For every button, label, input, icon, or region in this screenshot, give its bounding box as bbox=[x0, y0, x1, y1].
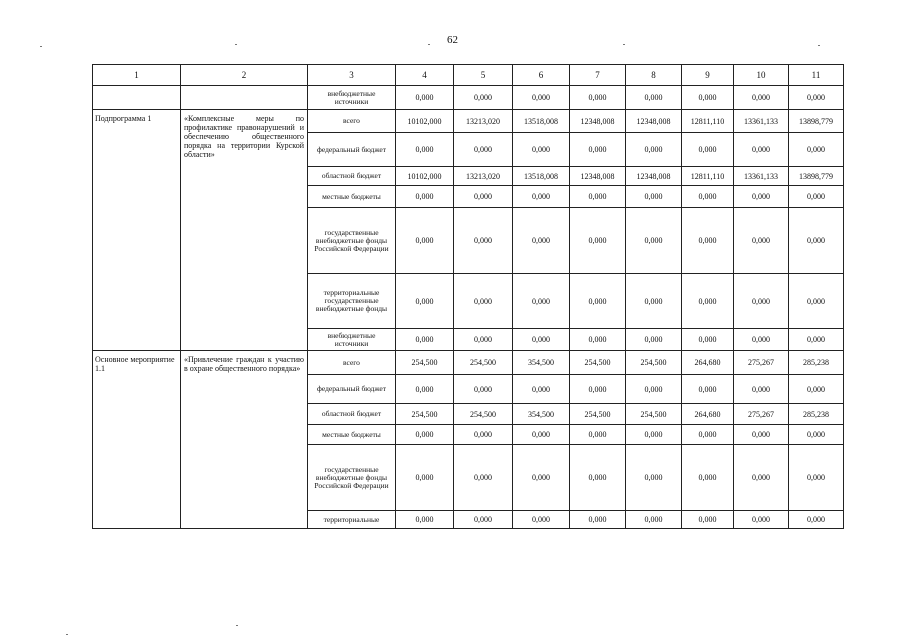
value-cell: 12811,110 bbox=[682, 110, 734, 133]
funding-source-cell: федеральный бюджет bbox=[308, 375, 396, 404]
value-cell: 0,000 bbox=[734, 186, 789, 208]
funding-source-cell: федеральный бюджет bbox=[308, 133, 396, 167]
value-cell: 0,000 bbox=[682, 133, 734, 167]
value-cell: 0,000 bbox=[626, 445, 682, 511]
value-cell: 0,000 bbox=[396, 86, 454, 110]
value-cell: 285,238 bbox=[789, 351, 844, 375]
value-cell: 0,000 bbox=[513, 274, 570, 329]
value-cell: 0,000 bbox=[513, 133, 570, 167]
value-cell: 0,000 bbox=[734, 445, 789, 511]
value-cell: 13213,020 bbox=[454, 167, 513, 186]
value-cell: 0,000 bbox=[513, 445, 570, 511]
value-cell: 0,000 bbox=[454, 208, 513, 274]
value-cell: 0,000 bbox=[570, 445, 626, 511]
value-cell: 0,000 bbox=[734, 208, 789, 274]
value-cell: 12348,008 bbox=[570, 167, 626, 186]
value-cell: 254,500 bbox=[454, 351, 513, 375]
value-cell: 0,000 bbox=[454, 445, 513, 511]
value-cell: 12348,008 bbox=[626, 110, 682, 133]
value-cell: 0,000 bbox=[513, 511, 570, 529]
budget-table bbox=[92, 64, 844, 529]
value-cell: 0,000 bbox=[570, 274, 626, 329]
value-cell: 254,500 bbox=[570, 351, 626, 375]
value-cell: 0,000 bbox=[396, 133, 454, 167]
value-cell: 0,000 bbox=[789, 445, 844, 511]
value-cell: 0,000 bbox=[789, 133, 844, 167]
value-cell: 0,000 bbox=[789, 511, 844, 529]
page-number: 62 bbox=[447, 34, 458, 46]
value-cell: 254,500 bbox=[626, 351, 682, 375]
value-cell: 0,000 bbox=[454, 511, 513, 529]
funding-source-cell: территориальные bbox=[308, 511, 396, 529]
value-cell: 0,000 bbox=[570, 208, 626, 274]
column-number-cell: 5 bbox=[454, 65, 513, 86]
value-cell: 264,680 bbox=[682, 404, 734, 425]
value-cell: 10102,000 bbox=[396, 167, 454, 186]
value-cell: 13361,133 bbox=[734, 167, 789, 186]
value-cell: 0,000 bbox=[570, 86, 626, 110]
value-cell: 0,000 bbox=[626, 274, 682, 329]
value-cell: 0,000 bbox=[682, 208, 734, 274]
funding-source-cell: государственные внебюджетные фонды Российской Федерации bbox=[308, 445, 396, 511]
value-cell: 285,238 bbox=[789, 404, 844, 425]
column-number-cell: 9 bbox=[682, 65, 734, 86]
value-cell: 0,000 bbox=[682, 274, 734, 329]
funding-source-cell: всего bbox=[308, 351, 396, 375]
scan-speck bbox=[236, 625, 238, 626]
value-cell: 13898,779 bbox=[789, 167, 844, 186]
value-cell: 0,000 bbox=[454, 186, 513, 208]
scan-speck bbox=[66, 634, 68, 635]
value-cell: 0,000 bbox=[734, 274, 789, 329]
value-cell: 0,000 bbox=[682, 375, 734, 404]
column-number-cell: 4 bbox=[396, 65, 454, 86]
value-cell: 0,000 bbox=[734, 375, 789, 404]
scan-speck bbox=[818, 45, 820, 46]
value-cell: 0,000 bbox=[626, 133, 682, 167]
value-cell: 12811,110 bbox=[682, 167, 734, 186]
program-name-cell: Основное мероприятие 1.1 bbox=[93, 351, 181, 529]
value-cell: 354,500 bbox=[513, 404, 570, 425]
value-cell: 13518,008 bbox=[513, 110, 570, 133]
scan-speck bbox=[235, 44, 237, 45]
value-cell: 13361,133 bbox=[734, 110, 789, 133]
value-cell: 0,000 bbox=[396, 186, 454, 208]
value-cell: 0,000 bbox=[570, 329, 626, 351]
value-cell: 0,000 bbox=[454, 329, 513, 351]
value-cell: 13518,008 bbox=[513, 167, 570, 186]
table-row bbox=[93, 110, 844, 133]
funding-source-cell: государственные внебюджетные фонды Российской Федерации bbox=[308, 208, 396, 274]
column-number-cell: 1 bbox=[93, 65, 181, 86]
value-cell: 254,500 bbox=[626, 404, 682, 425]
value-cell: 12348,008 bbox=[626, 167, 682, 186]
value-cell: 0,000 bbox=[734, 86, 789, 110]
value-cell: 0,000 bbox=[570, 133, 626, 167]
value-cell: 0,000 bbox=[454, 375, 513, 404]
empty-name-cell bbox=[93, 86, 181, 110]
value-cell: 0,000 bbox=[682, 511, 734, 529]
value-cell: 0,000 bbox=[570, 511, 626, 529]
value-cell: 0,000 bbox=[454, 425, 513, 445]
value-cell: 0,000 bbox=[513, 425, 570, 445]
value-cell: 254,500 bbox=[454, 404, 513, 425]
value-cell: 0,000 bbox=[682, 86, 734, 110]
value-cell: 0,000 bbox=[626, 208, 682, 274]
funding-source-cell: областной бюджет bbox=[308, 167, 396, 186]
value-cell: 0,000 bbox=[734, 329, 789, 351]
value-cell: 0,000 bbox=[734, 425, 789, 445]
value-cell: 254,500 bbox=[396, 351, 454, 375]
value-cell: 0,000 bbox=[789, 86, 844, 110]
value-cell: 0,000 bbox=[626, 375, 682, 404]
value-cell: 0,000 bbox=[789, 186, 844, 208]
scan-speck bbox=[40, 46, 42, 47]
value-cell: 0,000 bbox=[789, 208, 844, 274]
value-cell: 0,000 bbox=[682, 425, 734, 445]
column-number-cell: 6 bbox=[513, 65, 570, 86]
value-cell: 0,000 bbox=[789, 425, 844, 445]
column-number-cell: 8 bbox=[626, 65, 682, 86]
funding-source-cell: внебюджетные источники bbox=[308, 86, 396, 110]
value-cell: 0,000 bbox=[626, 425, 682, 445]
value-cell: 0,000 bbox=[396, 329, 454, 351]
value-cell: 0,000 bbox=[396, 208, 454, 274]
table-row bbox=[93, 351, 844, 375]
value-cell: 0,000 bbox=[682, 445, 734, 511]
value-cell: 0,000 bbox=[570, 425, 626, 445]
value-cell: 0,000 bbox=[396, 511, 454, 529]
value-cell: 0,000 bbox=[734, 511, 789, 529]
value-cell: 13898,779 bbox=[789, 110, 844, 133]
value-cell: 0,000 bbox=[396, 375, 454, 404]
scan-speck bbox=[623, 44, 625, 45]
value-cell: 0,000 bbox=[570, 186, 626, 208]
column-number-row bbox=[93, 65, 844, 86]
value-cell: 254,500 bbox=[396, 404, 454, 425]
value-cell: 0,000 bbox=[513, 375, 570, 404]
value-cell: 0,000 bbox=[734, 133, 789, 167]
value-cell: 0,000 bbox=[789, 329, 844, 351]
value-cell: 0,000 bbox=[396, 274, 454, 329]
value-cell: 0,000 bbox=[570, 375, 626, 404]
value-cell: 0,000 bbox=[454, 133, 513, 167]
funding-source-cell: территориальные государственные внебюджетные фонды bbox=[308, 274, 396, 329]
value-cell: 0,000 bbox=[682, 329, 734, 351]
value-cell: 0,000 bbox=[626, 86, 682, 110]
value-cell: 0,000 bbox=[682, 186, 734, 208]
value-cell: 10102,000 bbox=[396, 110, 454, 133]
value-cell: 354,500 bbox=[513, 351, 570, 375]
value-cell: 0,000 bbox=[513, 186, 570, 208]
funding-source-cell: местные бюджеты bbox=[308, 186, 396, 208]
program-name-cell: Подпрограмма 1 bbox=[93, 110, 181, 351]
value-cell: 0,000 bbox=[789, 375, 844, 404]
column-number-cell: 10 bbox=[734, 65, 789, 86]
column-number-cell: 11 bbox=[789, 65, 844, 86]
empty-description-cell bbox=[181, 86, 308, 110]
value-cell: 0,000 bbox=[396, 425, 454, 445]
funding-source-cell: областной бюджет bbox=[308, 404, 396, 425]
column-number-cell: 7 bbox=[570, 65, 626, 86]
value-cell: 0,000 bbox=[513, 86, 570, 110]
table-row bbox=[93, 86, 844, 110]
scan-speck bbox=[428, 44, 430, 45]
program-description-cell: «Комплексные меры по профилактике правонарушений и обеспечению общественного порядка на территории Курской области» bbox=[181, 110, 308, 351]
value-cell: 13213,020 bbox=[454, 110, 513, 133]
column-number-cell: 3 bbox=[308, 65, 396, 86]
program-description-cell: «Привлечение граждан к участию в охране общественного порядка» bbox=[181, 351, 308, 529]
funding-source-cell: местные бюджеты bbox=[308, 425, 396, 445]
value-cell: 0,000 bbox=[396, 445, 454, 511]
value-cell: 275,267 bbox=[734, 404, 789, 425]
value-cell: 254,500 bbox=[570, 404, 626, 425]
value-cell: 0,000 bbox=[626, 186, 682, 208]
value-cell: 0,000 bbox=[454, 86, 513, 110]
value-cell: 0,000 bbox=[513, 208, 570, 274]
column-number-cell: 2 bbox=[181, 65, 308, 86]
funding-source-cell: всего bbox=[308, 110, 396, 133]
value-cell: 0,000 bbox=[626, 329, 682, 351]
funding-source-cell: внебюджетные источники bbox=[308, 329, 396, 351]
value-cell: 0,000 bbox=[626, 511, 682, 529]
value-cell: 275,267 bbox=[734, 351, 789, 375]
value-cell: 12348,008 bbox=[570, 110, 626, 133]
value-cell: 0,000 bbox=[454, 274, 513, 329]
value-cell: 0,000 bbox=[513, 329, 570, 351]
value-cell: 0,000 bbox=[789, 274, 844, 329]
value-cell: 264,680 bbox=[682, 351, 734, 375]
